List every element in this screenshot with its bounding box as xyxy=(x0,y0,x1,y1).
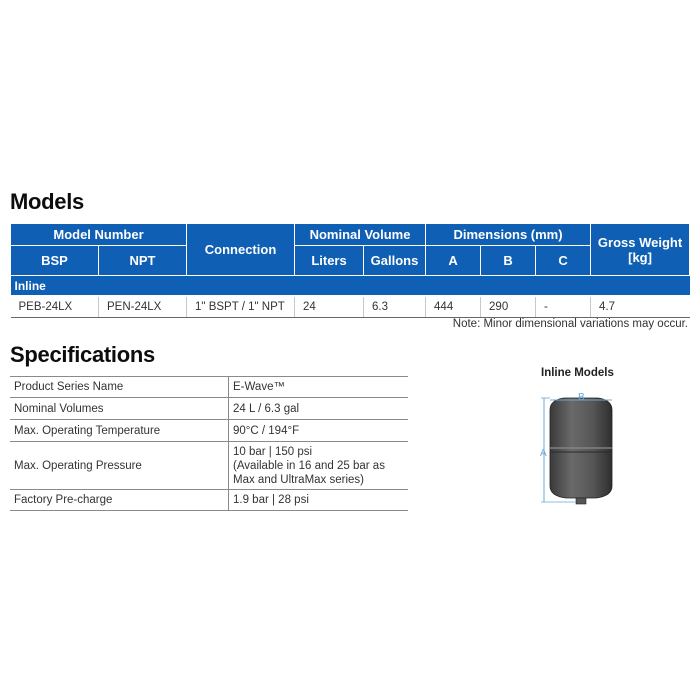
spec-value: 90°C / 194°F xyxy=(229,420,409,442)
dim-a-cell: 444 xyxy=(426,296,481,318)
tank-drawing xyxy=(536,388,628,506)
bsp-header: BSP xyxy=(11,246,99,276)
nominal-volume-header: Nominal Volume xyxy=(295,224,426,246)
inline-models-label: Inline Models xyxy=(541,367,614,379)
dimension-note: Note: Minor dimensional variations may occur. xyxy=(452,318,688,330)
dim-c-header: C xyxy=(536,246,591,276)
bsp-cell: PEB-24LX xyxy=(11,296,99,318)
connection-header: Connection xyxy=(187,224,295,276)
spec-value-line: 10 bar | 150 psi xyxy=(233,445,313,458)
gallons-cell: 6.3 xyxy=(364,296,426,318)
spec-value: 1.9 bar | 28 psi xyxy=(229,490,409,511)
table-row xyxy=(10,442,408,490)
connection-cell: 1" BSPT / 1" NPT xyxy=(187,296,295,318)
table-row xyxy=(10,377,408,398)
models-title: Models xyxy=(10,189,84,214)
model-number-header: Model Number xyxy=(11,224,187,246)
specifications-title: Specifications xyxy=(10,342,155,367)
dimension-b-label: B xyxy=(578,392,585,403)
spec-value-line: Max and UltraMax series) xyxy=(233,473,365,486)
spec-label: Max. Operating Temperature xyxy=(10,420,229,442)
spec-value: 24 L / 6.3 gal xyxy=(229,398,409,420)
table-row xyxy=(10,398,408,420)
spec-label: Product Series Name xyxy=(10,377,229,398)
table-row xyxy=(11,296,690,318)
spec-label: Nominal Volumes xyxy=(10,398,229,420)
dim-c-cell: - xyxy=(536,296,591,318)
dim-a-header: A xyxy=(426,246,481,276)
specifications-table xyxy=(10,376,408,511)
dim-b-header: B xyxy=(481,246,536,276)
npt-header: NPT xyxy=(99,246,187,276)
dimension-a-label: A xyxy=(540,448,547,459)
table-row xyxy=(10,420,408,442)
spec-value xyxy=(229,442,409,490)
gross-weight-unit: [kg] xyxy=(628,249,652,265)
spec-label: Max. Operating Pressure xyxy=(10,442,229,490)
npt-cell: PEN-24LX xyxy=(99,296,187,318)
spec-value-line: (Available in 16 and 25 bar as xyxy=(233,459,385,472)
gross-weight-label: Gross Weight xyxy=(597,234,683,250)
spec-value: E-Wave™ xyxy=(229,377,409,398)
table-row xyxy=(10,490,408,511)
dimensions-header: Dimensions (mm) xyxy=(426,224,591,246)
tank-fitting xyxy=(576,498,586,504)
spec-label: Factory Pre-charge xyxy=(10,490,229,511)
inline-group-label: Inline xyxy=(11,276,690,297)
models-table xyxy=(10,223,690,318)
dim-b-cell: 290 xyxy=(481,296,536,318)
liters-cell: 24 xyxy=(295,296,364,318)
gross-weight-header xyxy=(591,224,690,276)
gallons-header: Gallons xyxy=(364,246,426,276)
weight-cell: 4.7 xyxy=(591,296,690,318)
liters-header: Liters xyxy=(295,246,364,276)
